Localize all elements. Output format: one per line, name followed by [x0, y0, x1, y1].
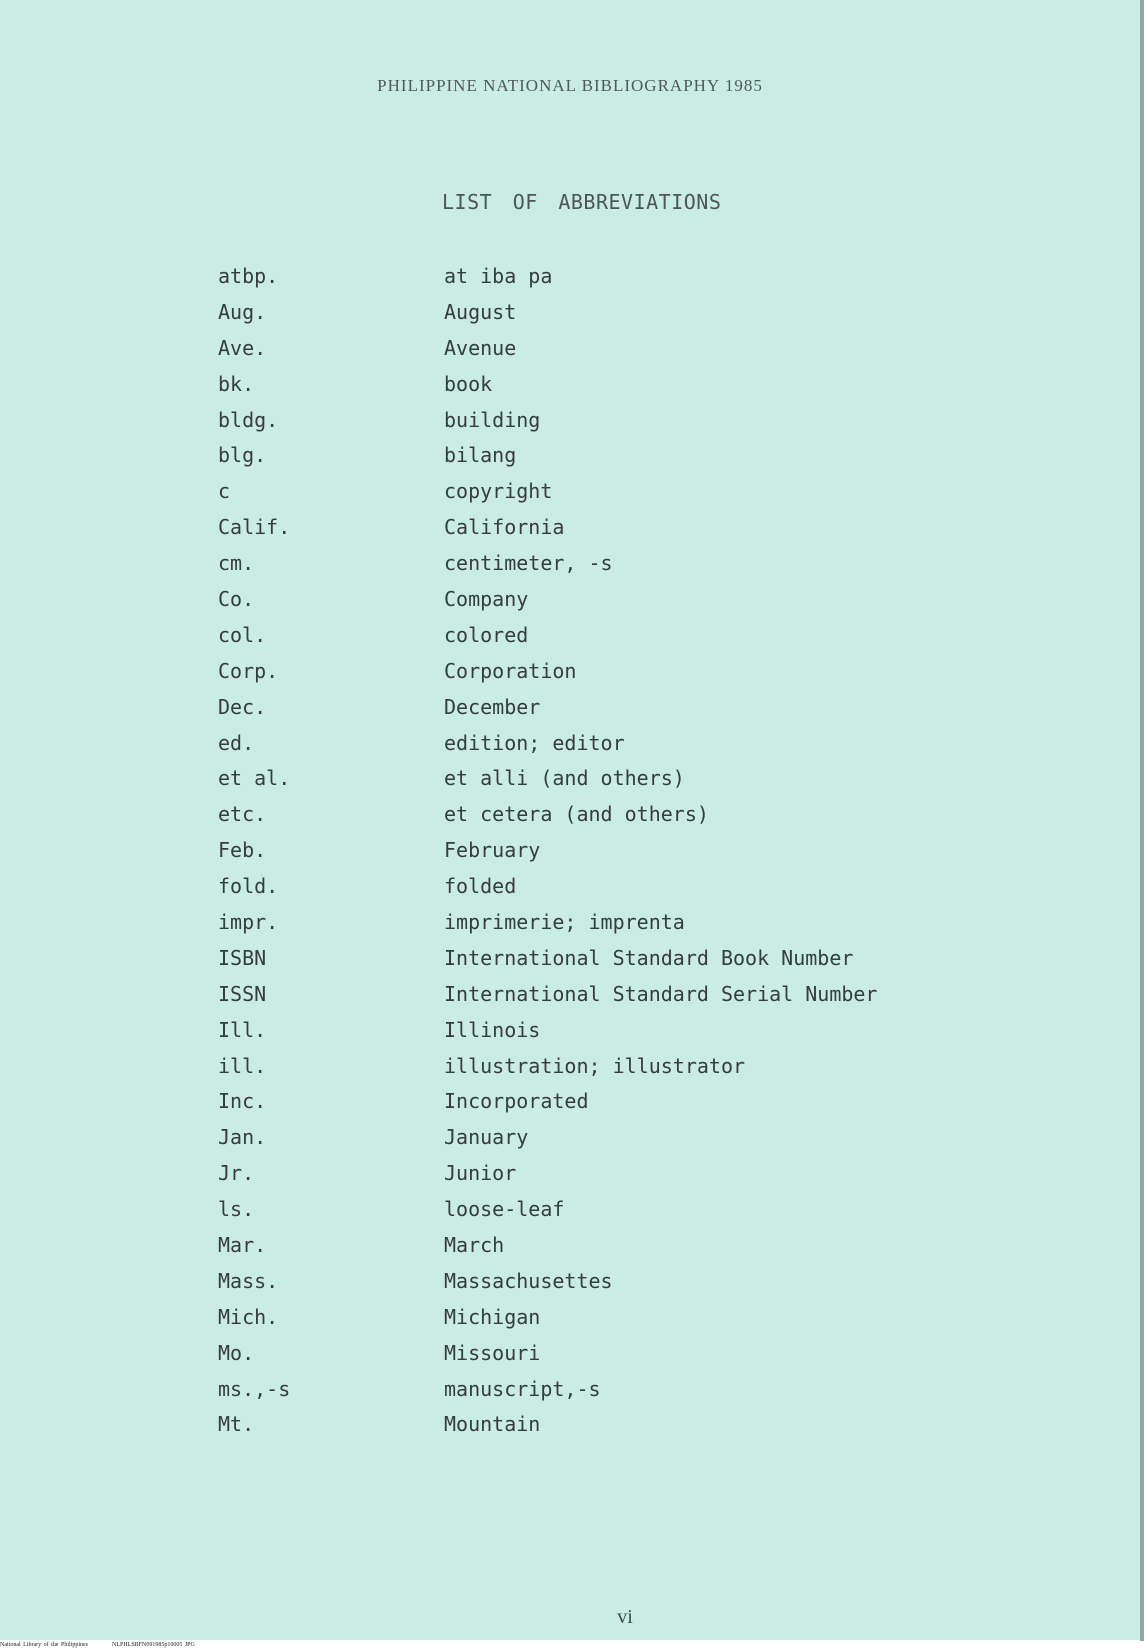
abbreviation-term: ls. — [218, 1197, 255, 1222]
list-item — [218, 689, 978, 725]
abbreviation-term: Mich. — [218, 1304, 279, 1329]
list-item — [218, 1012, 978, 1048]
list-item — [218, 976, 978, 1012]
list-item — [218, 940, 978, 976]
abbreviation-term: etc. — [218, 802, 267, 827]
abbreviation-term: impr. — [218, 909, 279, 934]
abbreviation-definition: International Standard Serial Number — [444, 981, 878, 1006]
abbreviation-term: et al. — [218, 766, 291, 791]
list-item — [218, 258, 978, 294]
abbreviation-definition: Mountain — [444, 1412, 541, 1437]
list-item — [218, 545, 978, 581]
abbreviation-definition: manuscript,-s — [444, 1376, 601, 1401]
abbreviation-definition: Incorporated — [444, 1089, 589, 1114]
abbreviation-definition: Missouri — [444, 1340, 541, 1365]
abbreviation-term: Mo. — [218, 1340, 255, 1365]
abbreviation-term: Ill. — [218, 1017, 267, 1042]
abbreviation-definition: Junior — [444, 1161, 517, 1186]
list-item — [218, 1263, 978, 1299]
abbreviation-term: Mar. — [218, 1232, 267, 1257]
abbreviation-term: Jan. — [218, 1125, 267, 1150]
abbreviation-definition: Michigan — [444, 1304, 541, 1329]
abbreviation-definition: December — [444, 694, 541, 719]
list-item — [218, 294, 978, 330]
abbreviation-definition: at iba pa — [444, 263, 553, 288]
list-item — [218, 1155, 978, 1191]
abbreviation-definition: folded — [444, 874, 517, 899]
list-item — [218, 1048, 978, 1084]
abbreviation-term: c — [218, 479, 231, 504]
abbreviation-definition: February — [444, 838, 541, 863]
list-item — [218, 330, 978, 366]
list-item — [218, 760, 978, 796]
list-item — [218, 1119, 978, 1155]
list-item — [218, 509, 978, 545]
list-item — [218, 904, 978, 940]
abbreviation-term: ISBN — [218, 945, 267, 970]
abbreviation-term: blg. — [218, 443, 267, 468]
list-item — [218, 796, 978, 832]
abbreviation-definition: January — [444, 1125, 529, 1150]
abbreviation-definition: book — [444, 371, 493, 396]
list-item — [218, 1371, 978, 1407]
abbreviation-definition: bilang — [444, 443, 517, 468]
list-item — [218, 1191, 978, 1227]
abbreviation-term: Mass. — [218, 1268, 279, 1293]
abbreviation-term: Ave. — [218, 335, 267, 360]
abbreviation-definition: Massachusettes — [444, 1268, 613, 1293]
abbreviation-definition: Corporation — [444, 658, 577, 683]
abbreviation-definition: March — [444, 1232, 505, 1257]
abbreviation-term: Aug. — [218, 299, 267, 324]
abbreviation-definition: Avenue — [444, 335, 517, 360]
abbreviation-term: Mt. — [218, 1412, 255, 1437]
source-file: NLPHLSBFN091985p10005 JPG — [111, 1642, 195, 1648]
abbreviation-definition: loose-leaf — [444, 1197, 565, 1222]
abbreviation-definition: et alli (and others) — [444, 766, 685, 791]
abbreviation-term: Inc. — [218, 1089, 267, 1114]
abbreviation-definition: International Standard Book Number — [444, 945, 854, 970]
abbreviation-definition: colored — [444, 622, 529, 647]
abbreviation-term: atbp. — [218, 263, 279, 288]
abbreviation-term: ISSN — [218, 981, 267, 1006]
abbreviation-definition: centimeter, -s — [444, 551, 613, 576]
abbreviation-term: fold. — [218, 874, 279, 899]
abbreviation-definition: edition; editor — [444, 730, 625, 755]
list-title: LIST OF ABBREVIATIONS — [442, 190, 722, 214]
abbreviation-term: Corp. — [218, 658, 279, 683]
page-edge-shadow — [1140, 0, 1144, 1650]
abbreviation-definition: copyright — [444, 479, 553, 504]
abbreviation-term: Dec. — [218, 694, 267, 719]
abbreviation-term: Calif. — [218, 515, 291, 540]
abbreviation-definition: Illinois — [444, 1017, 541, 1042]
scan-source-credit — [0, 1641, 1144, 1650]
list-item — [218, 1227, 978, 1263]
list-item — [218, 1407, 978, 1443]
abbreviation-term: bldg. — [218, 407, 279, 432]
list-item — [218, 725, 978, 761]
abbreviation-term: cm. — [218, 551, 255, 576]
abbreviation-term: col. — [218, 622, 267, 647]
abbreviation-term: Jr. — [218, 1161, 255, 1186]
list-item — [218, 366, 978, 402]
abbreviation-term: Co. — [218, 586, 255, 611]
abbreviation-term: ill. — [218, 1053, 267, 1078]
abbreviation-term: ms.,-s — [218, 1376, 291, 1401]
abbreviation-definition: building — [444, 407, 541, 432]
abbreviation-definition: August — [444, 299, 517, 324]
abbreviation-definition: imprimerie; imprenta — [444, 909, 685, 934]
list-item — [218, 437, 978, 473]
list-item — [218, 402, 978, 438]
list-item — [218, 1083, 978, 1119]
list-item — [218, 581, 978, 617]
abbreviation-term: bk. — [218, 371, 255, 396]
running-head: PHILIPPINE NATIONAL BIBLIOGRAPHY 1985 — [377, 76, 763, 95]
abbreviation-definition: California — [444, 515, 565, 540]
abbreviation-definition: illustration; illustrator — [444, 1053, 746, 1078]
abbreviation-definition: et cetera (and others) — [444, 802, 709, 827]
abbreviation-definition: Company — [444, 586, 529, 611]
list-item — [218, 832, 978, 868]
source-library: National Library of the Philippines — [0, 1642, 88, 1648]
list-item — [218, 1335, 978, 1371]
list-item — [218, 653, 978, 689]
list-item — [218, 617, 978, 653]
list-item — [218, 868, 978, 904]
page-number: vi — [617, 1606, 633, 1628]
abbreviation-term: ed. — [218, 730, 255, 755]
abbreviation-list — [218, 258, 978, 1442]
list-item — [218, 1299, 978, 1335]
abbreviation-term: Feb. — [218, 838, 267, 863]
list-item — [218, 473, 978, 509]
